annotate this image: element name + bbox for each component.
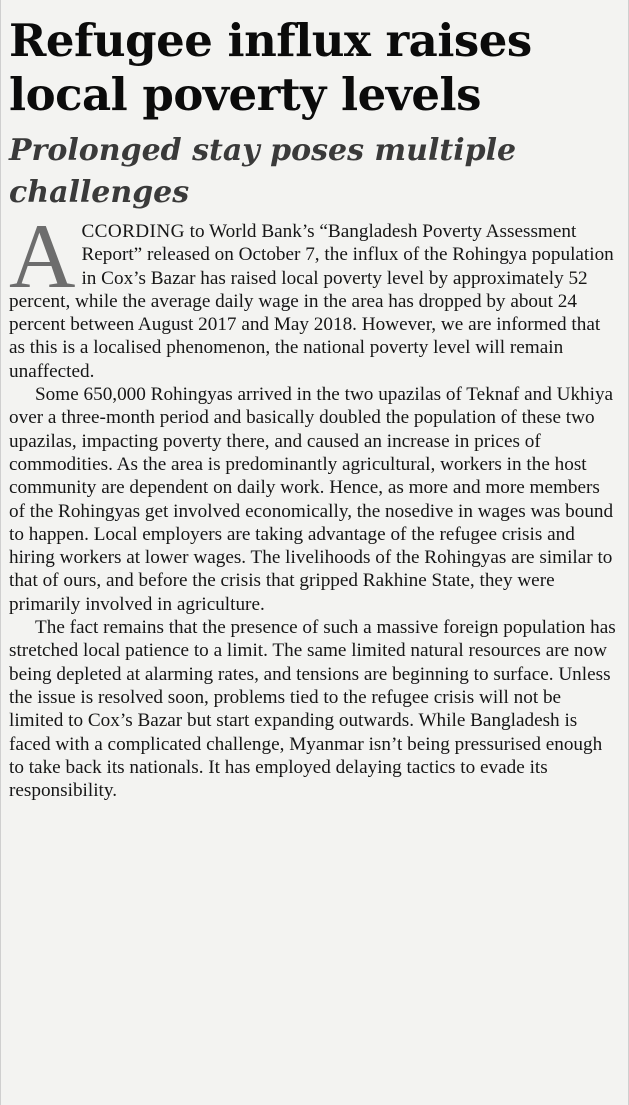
paragraph-3: The fact remains that the presence of such a massive foreign population has stretched local patience to a limit. The same limited natural resources are now being depleted at alarming rates, and tensions are beginning to surface. Unless the issue is resolved soon, problems tied to the refugee crisis will not be limited to Cox’s Bazar but start expanding outwards. While Bangladesh is faced with a complicated challenge, Myanmar isn’t being pressurised enough to take back its nationals. It has employed delaying tactics to evade its responsibility. [9,617,616,802]
subheadline: Prolonged stay poses multiple challenges [9,133,517,210]
paragraph-2: Some 650,000 Rohingyas arrived in the two upazilas of Teknaf and Ukhiya over a three-month period and basically doubled the population of these two upazilas, impacting poverty there, and caused an increase in prices of commodities. As the area is predominantly agricultural, workers in the host community are dependent on daily work. Hence, as more and more members of the Rohingyas get involved economically, the nosedive in wages was bound to happen. Local employers are taking advantage of the refugee crisis and hiring workers at lower wages. The livelihoods of the Rohingyas are similar to that of ours, and before the crisis that gripped Rakhine State, they were primarily involved in agriculture. [9,384,614,615]
lead-in-caps: CCORDING [81,221,185,242]
paragraph-1-text: to World Bank’s “Bangladesh Poverty Assessment Report” released on October 7, the influx of the Rohingya population in Cox’s Bazar has raised local poverty level by approximately 52 percent, while the average daily wage in the area has dropped by about 24 percent between August 2017 and May 2018. However, we are informed that as this is a localised phenomenon, the national poverty level will remain unaffected. [9,221,614,382]
article-body [9,205,616,802]
drop-cap: A [9,205,76,307]
headline: Refugee influx raises local poverty levels [9,14,532,121]
paragraph-1 [9,205,616,383]
